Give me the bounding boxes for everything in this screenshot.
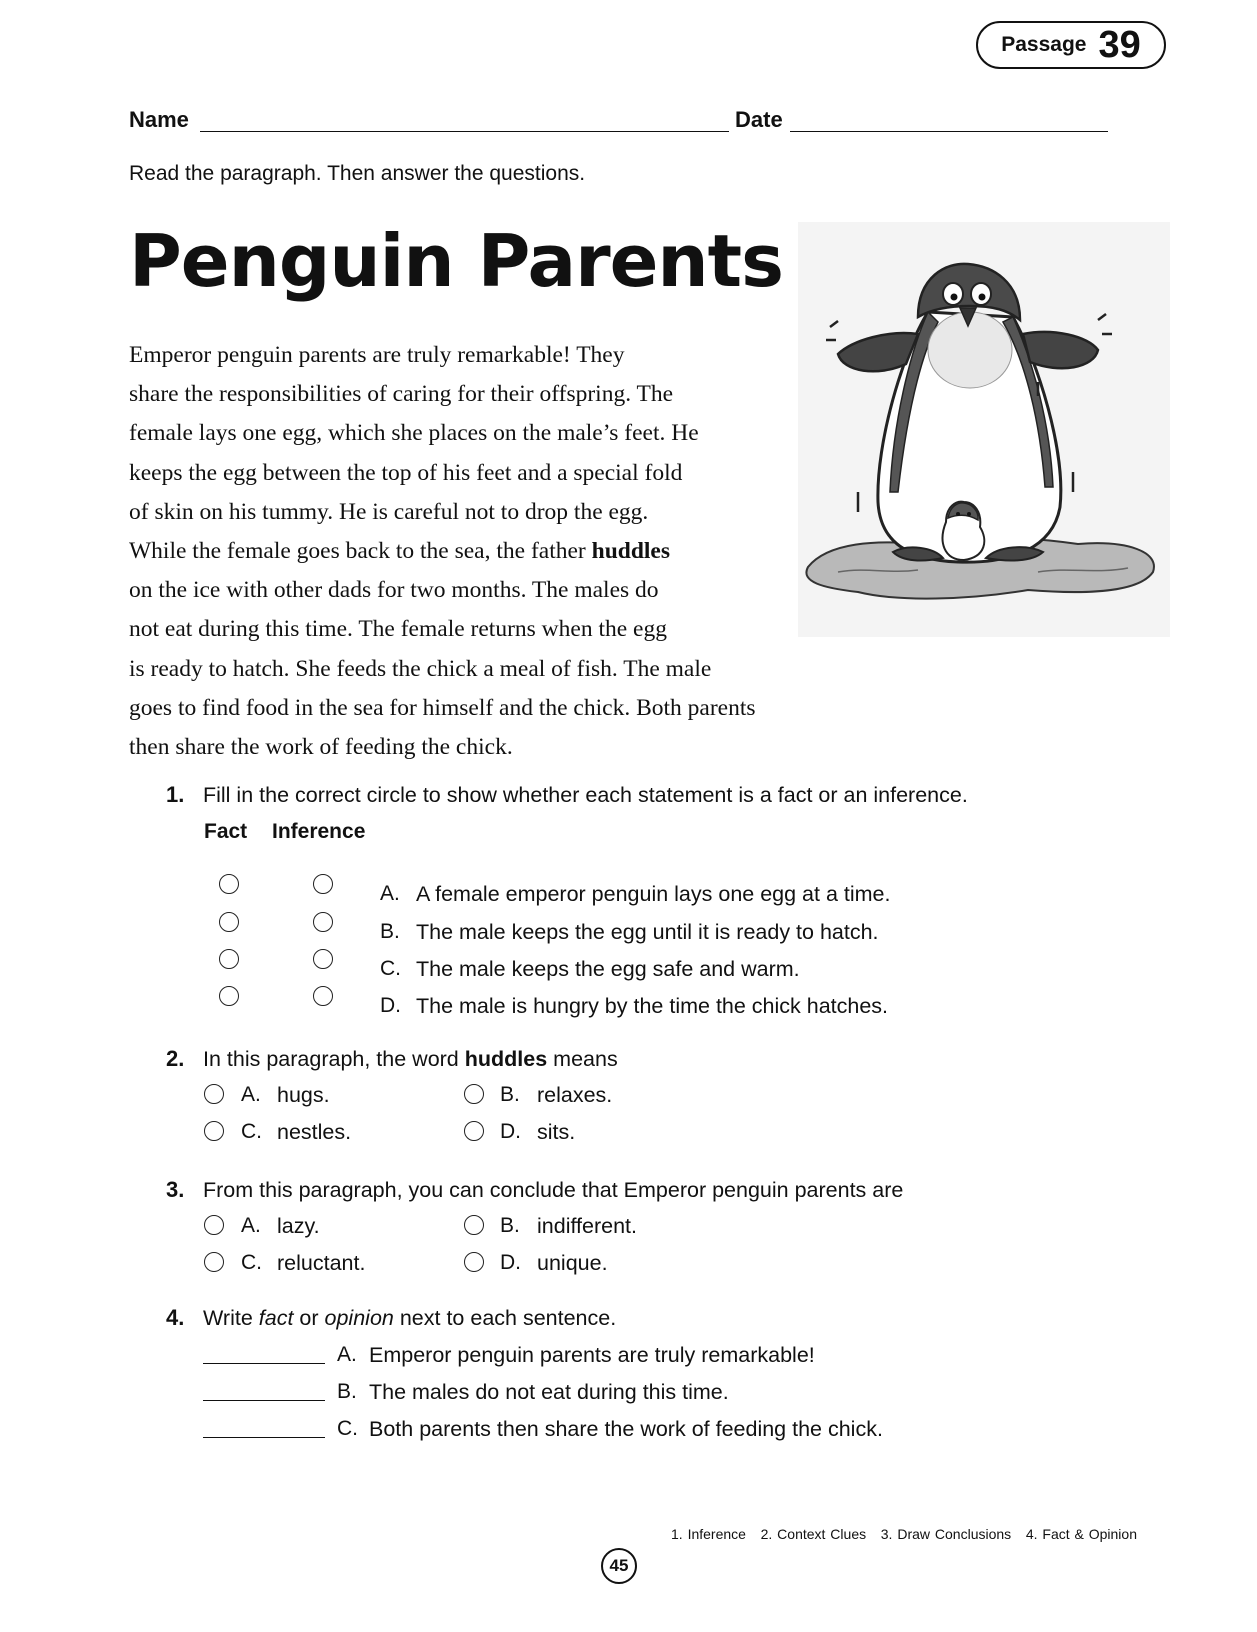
q2c-letter: C.	[241, 1120, 262, 1143]
paragraph-line: keeps the egg between the top of his feet and a special fold	[129, 459, 683, 486]
paragraph-line: then share the work of feeding the chick.	[129, 734, 513, 761]
col-fact: Fact	[204, 820, 248, 843]
q1a-fact-radio[interactable]	[219, 874, 239, 894]
q2-text-after: means	[553, 1047, 618, 1071]
name-label: Name	[129, 107, 189, 132]
q1a-inference-radio[interactable]	[313, 874, 333, 894]
paragraph-line-text: While the female goes back to the sea, the father	[129, 538, 586, 565]
q1d-letter: D.	[380, 994, 401, 1017]
q4-text-before: Write	[203, 1306, 253, 1330]
q4c-answer-line[interactable]	[203, 1437, 325, 1438]
q4-text	[203, 1306, 616, 1331]
q2d-letter: D.	[500, 1120, 521, 1143]
paragraph-line: female lays one egg, which she places on the male’s feet. He	[129, 420, 699, 447]
q2b-letter: B.	[500, 1083, 520, 1106]
instructions: Read the paragraph. Then answer the questions.	[129, 162, 586, 185]
q4-italic-opinion: opinion	[324, 1306, 394, 1330]
q4b-answer-line[interactable]	[203, 1400, 325, 1401]
q3c-radio[interactable]	[204, 1252, 224, 1272]
date-field[interactable]	[790, 131, 1108, 132]
penguin-illustration	[798, 222, 1170, 637]
name-field[interactable]	[200, 131, 729, 132]
page-number: 45	[601, 1548, 637, 1584]
q3b-radio[interactable]	[464, 1215, 484, 1235]
vocab-word: huddles	[591, 538, 671, 565]
paragraph-line: share the responsibilities of caring for their offspring. The	[129, 381, 674, 408]
paragraph-line: goes to find food in the sea for himself and the chick. Both parents	[129, 694, 756, 721]
q1c-text: The male keeps the egg safe and warm.	[416, 957, 800, 981]
q1b-inference-radio[interactable]	[313, 912, 333, 932]
q3-text: From this paragraph, you can conclude that Emperor penguin parents are	[203, 1178, 904, 1202]
passage-label: Passage	[1001, 33, 1087, 56]
q2d-radio[interactable]	[464, 1121, 484, 1141]
q3d-radio[interactable]	[464, 1252, 484, 1272]
q1d-text: The male is hungry by the time the chick hatches.	[416, 994, 889, 1018]
q1-text: Fill in the correct circle to show whether each statement is a fact or an inference.	[203, 783, 968, 807]
skills-footer: 1. Inference 2. Context Clues 3. Draw Conclusions 4. Fact & Opinion	[671, 1526, 1137, 1542]
q2a-text: hugs.	[277, 1083, 330, 1107]
q3d-letter: D.	[500, 1251, 521, 1274]
q3d-text: unique.	[537, 1251, 608, 1275]
q2-text	[203, 1047, 618, 1072]
q1d-inference-radio[interactable]	[313, 986, 333, 1006]
q3c-text: reluctant.	[277, 1251, 366, 1275]
paragraph-line	[129, 532, 874, 571]
q4c-text: Both parents then share the work of feeding the chick.	[369, 1417, 883, 1441]
q4-text-mid: or	[299, 1306, 319, 1330]
q4-italic-fact: fact	[258, 1306, 294, 1330]
q2-number: 2.	[166, 1046, 185, 1071]
col-inference: Inference	[272, 820, 366, 843]
paragraph-line: is ready to hatch. She feeds the chick a meal of fish. The male	[129, 655, 712, 682]
q2b-text: relaxes.	[537, 1083, 613, 1107]
q1a-text: A female emperor penguin lays one egg at a time.	[416, 882, 891, 906]
q2-vocab-word: huddles	[464, 1047, 548, 1071]
q3-number: 3.	[166, 1177, 185, 1202]
q3b-letter: B.	[500, 1214, 520, 1237]
q1c-inference-radio[interactable]	[313, 949, 333, 969]
q4a-text: Emperor penguin parents are truly remarkable!	[369, 1343, 815, 1367]
q4b-text: The males do not eat during this time.	[369, 1380, 729, 1404]
passage-paragraph	[129, 336, 874, 767]
q1-number: 1.	[166, 782, 185, 807]
q2d-text: sits.	[537, 1120, 576, 1144]
q3c-letter: C.	[241, 1251, 262, 1274]
q2b-radio[interactable]	[464, 1084, 484, 1104]
q1d-fact-radio[interactable]	[219, 986, 239, 1006]
q1c-fact-radio[interactable]	[219, 949, 239, 969]
q1b-fact-radio[interactable]	[219, 912, 239, 932]
q3b-text: indifferent.	[537, 1214, 638, 1238]
q3a-radio[interactable]	[204, 1215, 224, 1235]
passage-number: 39	[1098, 24, 1141, 66]
paragraph-line: Emperor penguin parents are truly remarkable! They	[129, 342, 625, 368]
q2a-letter: A.	[241, 1083, 261, 1106]
q1c-letter: C.	[380, 957, 401, 980]
paragraph-line: on the ice with other dads for two months. The males do	[129, 577, 659, 604]
paragraph-line: not eat during this time. The female returns when the egg	[129, 616, 667, 643]
passage-title: Penguin Parents	[129, 219, 783, 303]
q2a-radio[interactable]	[204, 1084, 224, 1104]
date-label: Date	[735, 107, 783, 132]
q2c-text: nestles.	[277, 1120, 352, 1144]
q4-number: 4.	[166, 1305, 185, 1330]
q3a-letter: A.	[241, 1214, 261, 1237]
q4a-letter: A.	[337, 1343, 357, 1366]
passage-badge	[976, 21, 1166, 69]
q1a-letter: A.	[380, 882, 400, 905]
q4-text-after: next to each sentence.	[399, 1306, 617, 1330]
q2c-radio[interactable]	[204, 1121, 224, 1141]
q3a-text: lazy.	[277, 1214, 320, 1238]
q2-text-before: In this paragraph, the word	[203, 1047, 459, 1071]
q1b-letter: B.	[380, 920, 400, 943]
q4a-answer-line[interactable]	[203, 1363, 325, 1364]
q4b-letter: B.	[337, 1380, 357, 1403]
q4c-letter: C.	[337, 1417, 358, 1440]
paragraph-line: of skin on his tummy. He is careful not to drop the egg.	[129, 498, 649, 525]
q1b-text: The male keeps the egg until it is ready to hatch.	[416, 920, 879, 944]
